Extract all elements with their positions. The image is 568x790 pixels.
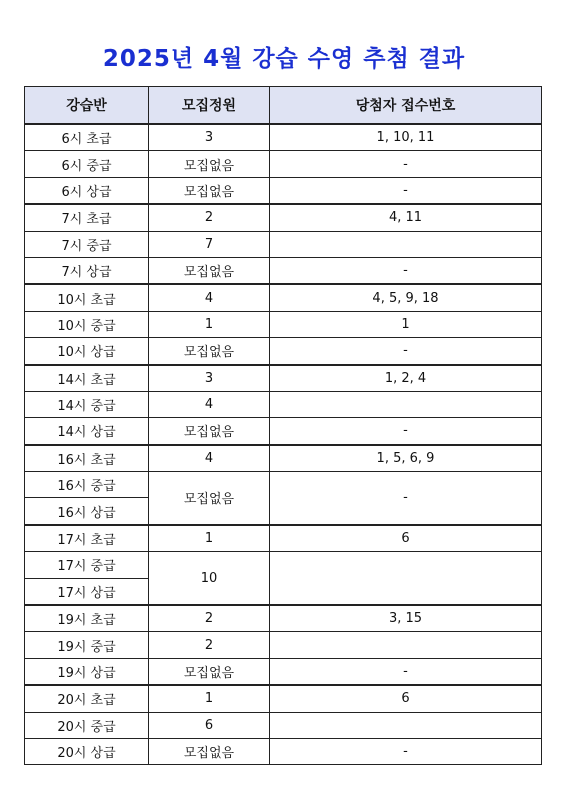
capacity-cell: 4 (149, 445, 270, 472)
class-cell: 16시 초급 (25, 445, 149, 472)
capacity-cell: 2 (149, 605, 270, 632)
winners-cell: 1 (270, 311, 542, 337)
winners-cell: 4, 5, 9, 18 (270, 284, 542, 311)
header-winners: 당첨자 접수번호 (270, 87, 542, 125)
capacity-cell: 6 (149, 712, 270, 738)
table-row (25, 738, 542, 764)
class-cell: 10시 중급 (25, 311, 149, 337)
class-cell: 20시 상급 (25, 738, 149, 764)
class-cell: 16시 중급 (25, 472, 149, 498)
capacity-cell: 모집없음 (149, 418, 270, 445)
class-cell: 7시 초급 (25, 204, 149, 231)
capacity-cell: 모집없음 (149, 738, 270, 764)
winners-cell: - (270, 257, 542, 284)
capacity-cell: 3 (149, 365, 270, 392)
table-row (25, 365, 542, 392)
table-row (25, 177, 542, 204)
table-row (25, 445, 542, 472)
table-row (25, 151, 542, 177)
class-cell: 17시 초급 (25, 525, 149, 552)
capacity-cell: 모집없음 (149, 151, 270, 177)
winners-cell (270, 391, 542, 417)
table-row (25, 204, 542, 231)
class-cell: 6시 초급 (25, 124, 149, 151)
winners-cell (270, 632, 542, 658)
capacity-cell: 4 (149, 284, 270, 311)
class-cell: 10시 초급 (25, 284, 149, 311)
table-row (25, 658, 542, 685)
class-cell: 19시 초급 (25, 605, 149, 632)
capacity-cell: 모집없음 (149, 658, 270, 685)
header-capacity: 모집정원 (149, 87, 270, 125)
winners-cell: - (270, 177, 542, 204)
capacity-cell: 모집없음 (149, 177, 270, 204)
winners-cell: 1, 10, 11 (270, 124, 542, 151)
winners-cell (270, 712, 542, 738)
class-cell: 14시 중급 (25, 391, 149, 417)
page-title: 2025년 4월 강습 수영 추첨 결과 (102, 46, 466, 72)
winners-cell: - (270, 418, 542, 445)
capacity-cell: 2 (149, 204, 270, 231)
capacity-cell: 4 (149, 391, 270, 417)
winners-cell: 1, 5, 6, 9 (270, 445, 542, 472)
capacity-cell: 7 (149, 231, 270, 257)
capacity-cell: 1 (149, 685, 270, 712)
capacity-cell: 모집없음 (149, 338, 270, 365)
table-row (25, 257, 542, 284)
capacity-cell: 3 (149, 124, 270, 151)
class-cell: 19시 상급 (25, 658, 149, 685)
table-row (25, 418, 542, 445)
table-row (25, 712, 542, 738)
class-cell: 10시 상급 (25, 338, 149, 365)
winners-cell: 4, 11 (270, 204, 542, 231)
class-cell: 7시 상급 (25, 257, 149, 284)
winners-cell: 6 (270, 525, 542, 552)
winners-cell (270, 552, 542, 605)
table-row (25, 605, 542, 632)
capacity-cell: 모집없음 (149, 472, 270, 525)
table-row (25, 632, 542, 658)
table-row (25, 391, 542, 417)
class-cell: 6시 상급 (25, 177, 149, 204)
table-row (25, 552, 542, 578)
table-row (25, 231, 542, 257)
class-cell: 6시 중급 (25, 151, 149, 177)
header-class: 강습반 (25, 87, 149, 125)
capacity-cell: 1 (149, 525, 270, 552)
table-row (25, 311, 542, 337)
class-cell: 17시 상급 (25, 578, 149, 605)
winners-cell: - (270, 472, 542, 525)
winners-cell: 3, 15 (270, 605, 542, 632)
winners-cell (270, 231, 542, 257)
capacity-cell: 모집없음 (149, 257, 270, 284)
class-cell: 16시 상급 (25, 498, 149, 525)
table-row (25, 124, 542, 151)
class-cell: 20시 중급 (25, 712, 149, 738)
class-cell: 7시 중급 (25, 231, 149, 257)
winners-cell: - (270, 338, 542, 365)
winners-cell: - (270, 151, 542, 177)
capacity-cell: 2 (149, 632, 270, 658)
table-row (25, 472, 542, 498)
winners-cell: - (270, 658, 542, 685)
class-cell: 17시 중급 (25, 552, 149, 578)
table-row (25, 338, 542, 365)
capacity-cell: 1 (149, 311, 270, 337)
winners-cell: - (270, 738, 542, 764)
header-row (25, 87, 542, 125)
table-row (25, 284, 542, 311)
class-cell: 20시 초급 (25, 685, 149, 712)
table-row (25, 685, 542, 712)
class-cell: 19시 중급 (25, 632, 149, 658)
results-table (24, 86, 542, 765)
table-row (25, 525, 542, 552)
class-cell: 14시 초급 (25, 365, 149, 392)
winners-cell: 6 (270, 685, 542, 712)
capacity-cell: 10 (149, 552, 270, 605)
winners-cell: 1, 2, 4 (270, 365, 542, 392)
class-cell: 14시 상급 (25, 418, 149, 445)
